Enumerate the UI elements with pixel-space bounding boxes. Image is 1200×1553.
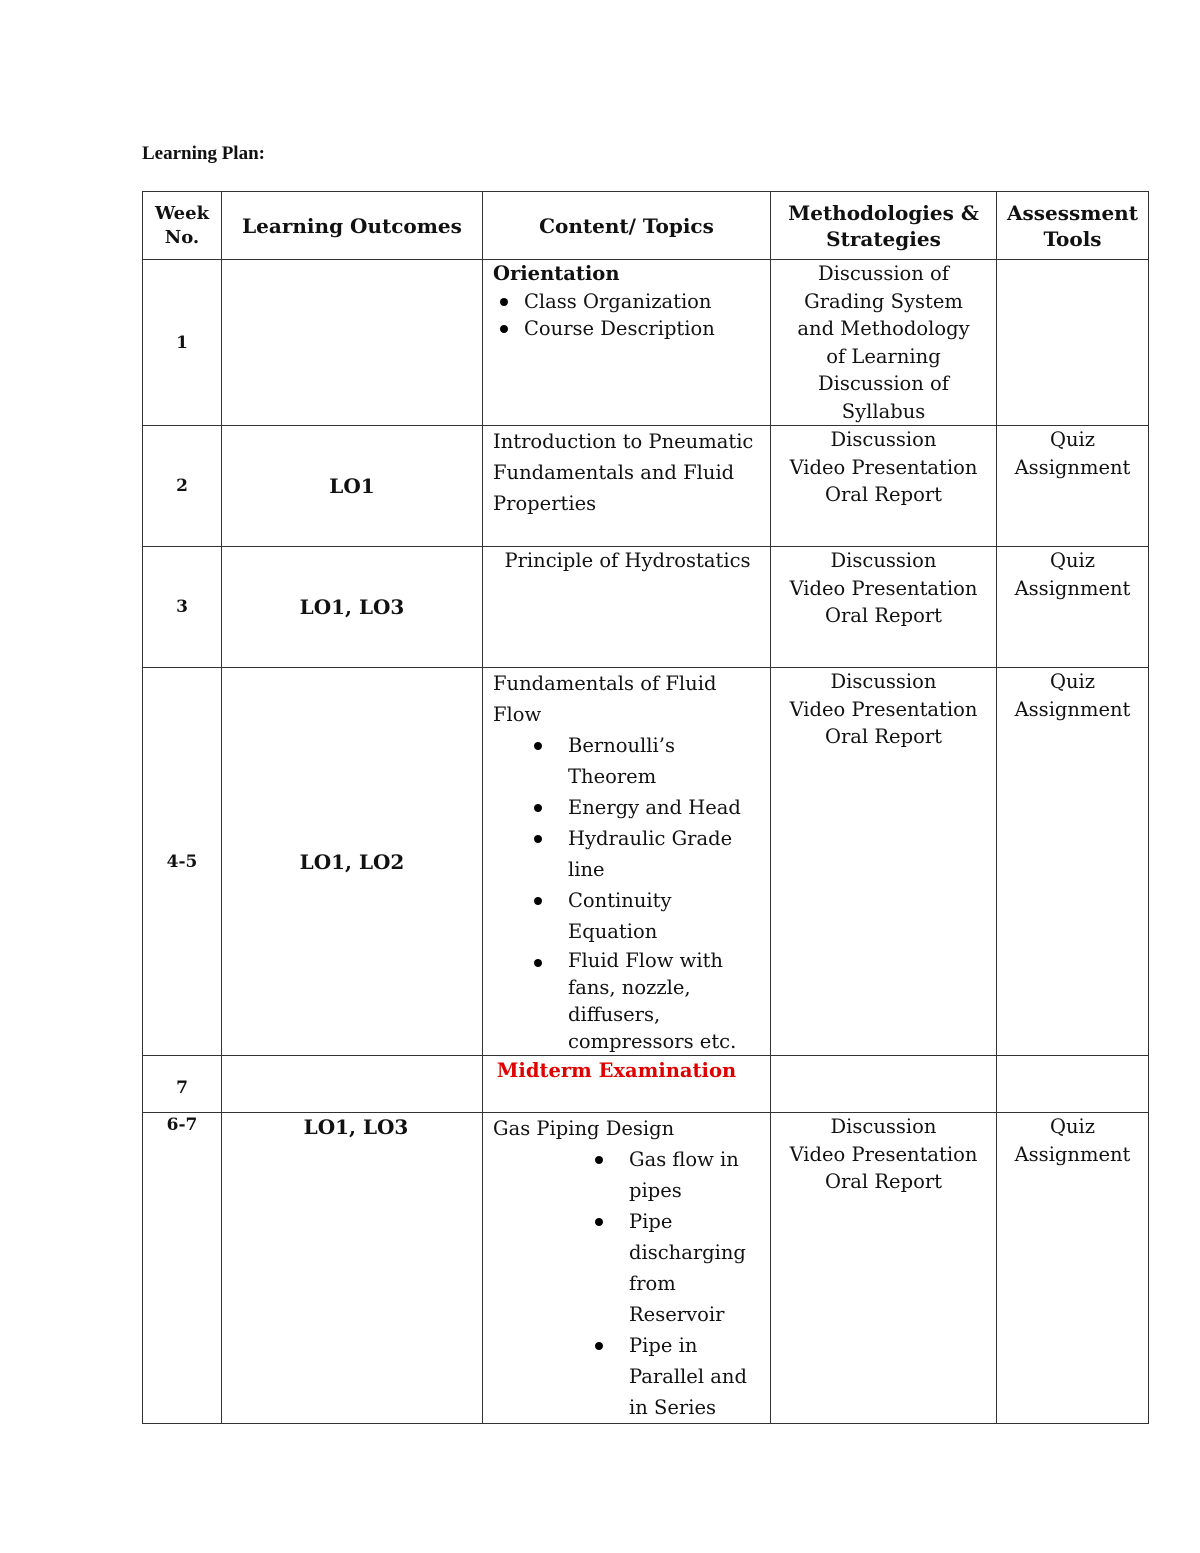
- assessment-cell: [997, 668, 1149, 1056]
- list-item: Energy and Head: [493, 792, 762, 823]
- list-item: Pipe in Parallel and in Series: [493, 1330, 762, 1423]
- method-item: Discussion: [830, 549, 937, 572]
- assessment-cell: [997, 1056, 1149, 1113]
- bullet-list: [493, 288, 762, 343]
- method-item: Discussion of Syllabus: [817, 372, 950, 423]
- content-title: Principle of Hydrostatics: [504, 549, 751, 572]
- assessment-cell: [997, 260, 1149, 426]
- bullet-list: [493, 1144, 762, 1423]
- header-learning-outcomes: Learning Outcomes: [222, 192, 483, 260]
- assessment-item: Quiz: [1049, 670, 1096, 693]
- table-row: [143, 547, 1149, 668]
- bullet-icon: [534, 804, 542, 812]
- bullet-icon: [534, 835, 542, 843]
- header-row: [143, 192, 1149, 260]
- list-item: Pipe discharging from Reservoir: [493, 1206, 762, 1330]
- header-methodologies: Methodologies & Strategies: [771, 192, 997, 260]
- page-heading: Learning Plan:: [142, 143, 265, 164]
- method-item: Oral Report: [825, 483, 942, 506]
- lo-cell: [222, 1056, 483, 1113]
- method-item: Discussion of Grading System and Methodology of Learning: [797, 262, 970, 368]
- method-cell: [771, 1113, 997, 1424]
- week-cell: 3: [143, 547, 222, 668]
- table-row: [143, 1113, 1149, 1424]
- list-item: Gas flow in pipes: [493, 1144, 762, 1206]
- method-cell: [771, 426, 997, 547]
- method-item: Video Presentation: [789, 455, 978, 479]
- bullet-icon: [595, 1342, 603, 1350]
- content-cell: [483, 668, 771, 1056]
- content-title: Orientation: [493, 262, 620, 285]
- content-title: Introduction to Pneumatic Fundamentals and Fluid Properties: [493, 430, 754, 515]
- bullet-icon: [534, 742, 542, 750]
- week-cell: 1: [143, 260, 222, 426]
- content-cell: [483, 1113, 771, 1424]
- list-item: Fluid Flow with fans, nozzle, diffusers, compressors etc.: [493, 947, 762, 1055]
- table-row: [143, 260, 1149, 426]
- content-cell: [483, 260, 771, 426]
- assessment-item: Quiz: [1049, 549, 1096, 572]
- list-item: Course Description: [493, 315, 762, 343]
- method-item: Video Presentation: [789, 1142, 978, 1166]
- method-cell: [771, 260, 997, 426]
- bullet-icon: [595, 1218, 603, 1226]
- assessment-item: Quiz: [1049, 1115, 1096, 1138]
- lo-cell: [222, 260, 483, 426]
- lo-cell: LO1, LO2: [222, 668, 483, 1056]
- assessment-item: Assignment: [1014, 455, 1131, 479]
- bullet-list: [493, 730, 762, 1055]
- week-cell: 6-7: [143, 1113, 222, 1424]
- lo-cell: LO1, LO3: [222, 547, 483, 668]
- bullet-icon: [500, 298, 508, 306]
- assessment-cell: [997, 547, 1149, 668]
- header-week: Week No.: [143, 192, 222, 260]
- method-item: Video Presentation: [789, 697, 978, 721]
- list-item: Hydraulic Grade line: [493, 823, 762, 885]
- midterm-label: Midterm Examination: [483, 1056, 771, 1113]
- method-cell: [771, 668, 997, 1056]
- content-title: Gas Piping Design: [493, 1117, 675, 1140]
- content-cell: [483, 547, 771, 668]
- method-item: Discussion: [830, 670, 937, 693]
- method-item: Oral Report: [825, 725, 942, 748]
- assessment-item: Quiz: [1049, 428, 1096, 451]
- lo-cell: LO1, LO3: [222, 1113, 483, 1424]
- list-item: Class Organization: [493, 288, 762, 316]
- method-item: Video Presentation: [789, 576, 978, 600]
- method-cell: [771, 1056, 997, 1113]
- content-title: Fundamentals of Fluid Flow: [493, 672, 717, 726]
- table-row: [143, 1056, 1149, 1113]
- header-assessment-tools: Assessment Tools: [997, 192, 1149, 260]
- bullet-icon: [595, 1156, 603, 1164]
- header-content-topics: Content/ Topics: [483, 192, 771, 260]
- bullet-icon: [534, 959, 542, 967]
- learning-plan-table: [142, 191, 1149, 1424]
- method-item: Discussion: [830, 1115, 937, 1138]
- assessment-item: Assignment: [1014, 576, 1131, 600]
- lo-cell: LO1: [222, 426, 483, 547]
- method-item: Oral Report: [825, 604, 942, 627]
- method-item: Oral Report: [825, 1170, 942, 1193]
- week-cell: 7: [143, 1056, 222, 1113]
- method-cell: [771, 547, 997, 668]
- table-row: [143, 668, 1149, 1056]
- bullet-icon: [500, 325, 508, 333]
- week-cell: 4-5: [143, 668, 222, 1056]
- content-cell: [483, 426, 771, 547]
- table-row: [143, 426, 1149, 547]
- assessment-cell: [997, 1113, 1149, 1424]
- assessment-cell: [997, 426, 1149, 547]
- assessment-item: Assignment: [1014, 697, 1131, 721]
- assessment-item: Assignment: [1014, 1142, 1131, 1166]
- list-item: Bernoulli’s Theorem: [493, 730, 762, 792]
- week-cell: 2: [143, 426, 222, 547]
- bullet-icon: [534, 897, 542, 905]
- list-item: Continuity Equation: [493, 885, 762, 947]
- method-item: Discussion: [830, 428, 937, 451]
